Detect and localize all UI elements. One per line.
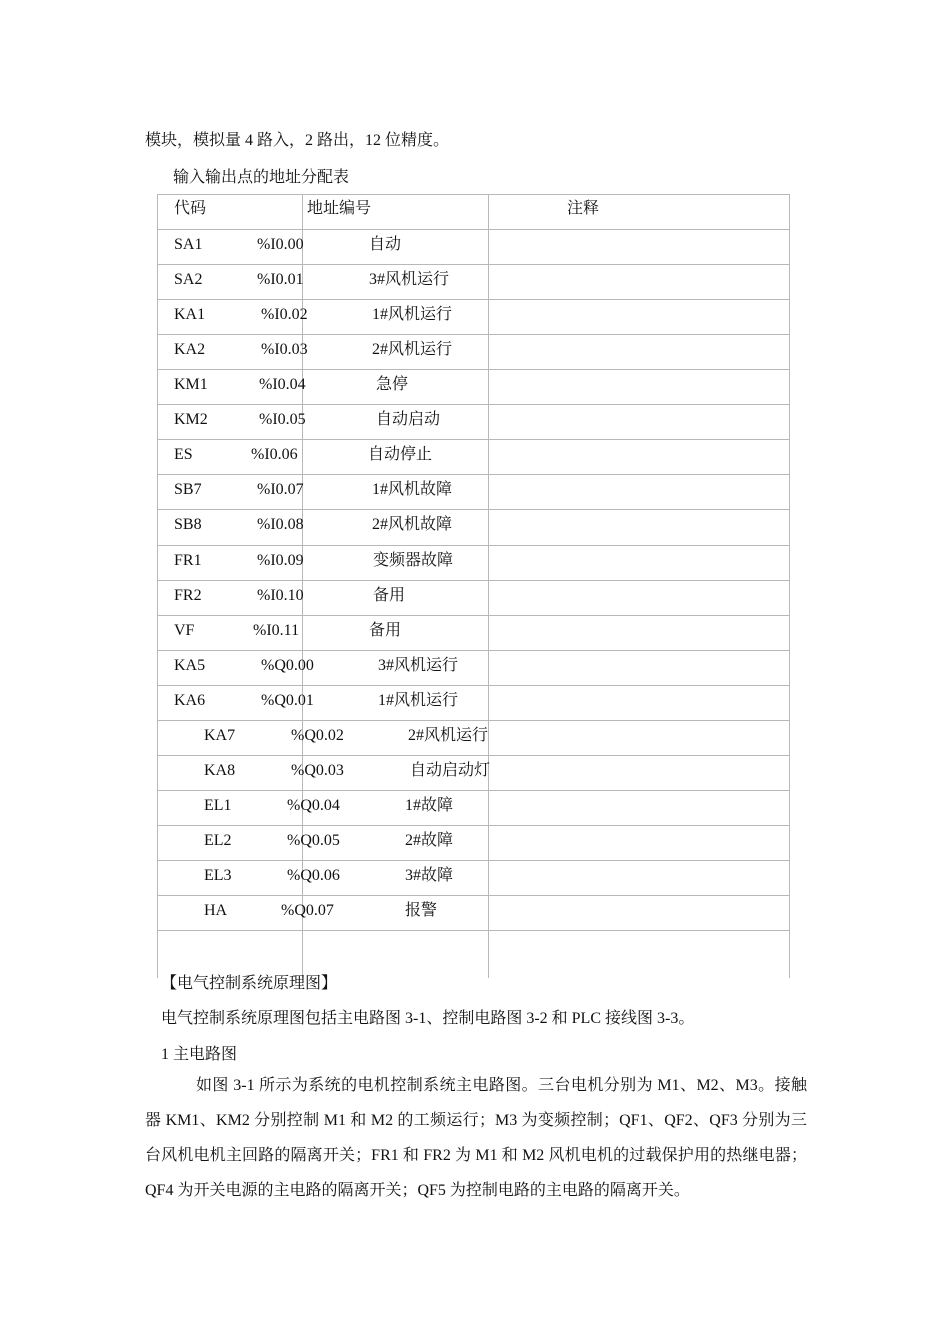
table-cell-addr: %Q0.06 [287,866,340,884]
table-cell-note: 3#风机运行 [369,271,450,289]
intro-line: 模块，模拟量 4 路入，2 路出，12 位精度。 [145,132,450,149]
table-cell-code: EL1 [204,796,232,814]
table-cell-addr: %Q0.04 [287,796,340,814]
table-cell-note: 1#风机故障 [372,481,453,499]
table-row-border [157,720,790,721]
table-cell-addr: %I0.10 [257,586,304,604]
table-row-border [157,860,790,861]
table-row-border [157,299,790,300]
table-cell-note: 自动停止 [368,446,433,464]
table-cell-note: 变频器故障 [373,551,454,569]
table-cell-addr: %I0.02 [261,306,308,324]
table-cell-note: 自动 [369,236,402,254]
table-row-border [157,404,790,405]
table-row-border [157,334,790,335]
section-heading: 【电气控制系统原理图】 [161,975,338,992]
table-row-border [157,580,790,581]
table-cell-code: HA [204,902,228,919]
table-cell-code: KA5 [174,656,206,674]
table-top-border [157,194,790,195]
table-cell-code: KA7 [204,726,236,744]
table-row-border [157,930,790,931]
table-row-border [157,509,790,510]
table-row-border [157,615,790,616]
table-cell-code: KA8 [204,761,236,779]
table-cell-code: KA2 [174,341,206,359]
table-row-border [157,650,790,651]
table-cell-code: EL3 [204,866,232,884]
table-row-border [157,755,790,756]
table-cell-code: SA2 [174,271,203,289]
table-cell-addr: %Q0.03 [291,761,344,779]
table-row-border [157,545,790,546]
table-cell-code: EL2 [204,831,232,849]
io-address-table [157,194,790,978]
table-cell-addr: %I0.09 [257,551,304,569]
body-paragraph: 如图 3-1 所示为系统的电机控制系统主电路图。三台电机分别为 M1、M2、M3。接触器 KM1、KM2 分别控制 M1 和 M2 的工频运行；M3 为变频控制；QF1、QF2、QF3 分别为三台风机电机主回路的隔离开关；FR1 和 FR2 为 M1 和 M2 风机电机的过载保护用的热继电器；QF4 为开关电源的主电路的隔离开关；QF5 为控制电路的主电路的隔离开关。 [145,1077,807,1199]
table-cell-code: FR1 [174,551,202,569]
table-cell-addr: %I0.07 [257,481,304,499]
table-cell-note: 自动启动灯 [410,761,491,779]
table-row-border [157,895,790,896]
table-row-border [157,264,790,265]
table-header-address: 地址编号 [307,200,372,217]
table-cell-addr: %I0.06 [251,446,298,464]
table-cell-code: KM1 [174,376,208,394]
table-cell-note: 1#故障 [405,796,454,814]
table-cell-code: SA1 [174,236,203,254]
table-cell-code: ES [174,446,193,464]
table-header-note: 注释 [567,200,600,217]
table-cell-code: KM2 [174,411,208,429]
table-cell-code: KA1 [174,306,206,324]
table-cell-note: 3#风机运行 [378,656,459,674]
table-title: 输入输出点的地址分配表 [173,169,350,186]
table-cell-addr: %I0.00 [257,236,304,254]
table-cell-note: 3#故障 [405,866,454,884]
table-cell-addr: %Q0.07 [281,902,334,919]
subsection-heading: 1 主电路图 [161,1046,238,1063]
section-intro: 电气控制系统原理图包括主电路图 3-1、控制电路图 3-2 和 PLC 接线图 3-3。 [161,1010,695,1027]
table-row-border [157,229,790,230]
table-cell-note: 急停 [376,376,409,394]
table-cell-addr: %I0.08 [257,516,304,534]
table-row-border [157,474,790,475]
table-row-border [157,369,790,370]
table-cell-note: 1#风机运行 [378,691,459,709]
table-cell-note: 2#故障 [405,831,454,849]
table-cell-addr: %I0.03 [261,341,308,359]
table-cell-addr: %I0.04 [259,376,306,394]
table-cell-note: 报警 [405,902,438,919]
table-row-border [157,439,790,440]
table-header-code: 代码 [174,200,207,217]
table-cell-note: 备用 [369,621,402,639]
table-cell-addr: %Q0.02 [291,726,344,744]
table-row-border [157,825,790,826]
table-cell-note: 2#风机运行 [408,726,489,744]
table-row-border [157,685,790,686]
table-cell-addr: %Q0.01 [261,691,314,709]
table-cell-code: KA6 [174,691,206,709]
table-cell-note: 2#风机运行 [372,341,453,359]
table-cell-code: SB7 [174,481,202,499]
table-cell-code: FR2 [174,586,202,604]
table-cell-addr: %I0.11 [253,621,300,639]
table-row-border [157,790,790,791]
table-cell-code: VF [174,621,195,639]
table-cell-note: 自动启动 [376,411,441,429]
table-cell-addr: %I0.05 [259,411,306,429]
table-cell-note: 备用 [373,586,406,604]
table-cell-code: SB8 [174,516,202,534]
table-cell-addr: %I0.01 [257,271,304,289]
table-cell-note: 2#风机故障 [372,516,453,534]
table-cell-note: 1#风机运行 [372,306,453,324]
table-cell-addr: %Q0.05 [287,831,340,849]
table-cell-addr: %Q0.00 [261,656,314,674]
